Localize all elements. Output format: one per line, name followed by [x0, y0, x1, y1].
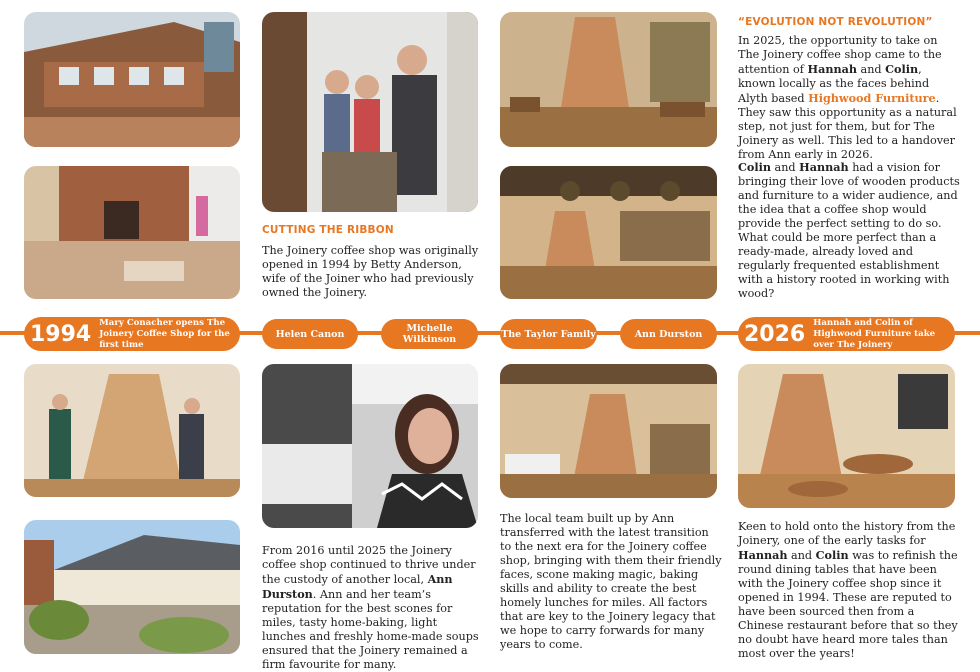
timeline-start-year: 1994: [30, 321, 92, 347]
name-colin: Colin: [738, 160, 771, 174]
text-ann-durston: [262, 544, 484, 672]
photo-couple-fireplace: [24, 364, 240, 497]
timeline-start: [24, 317, 240, 351]
timeline-owner-helen-canon: Helen Canon: [262, 319, 358, 349]
photo-fireplace-construction: [24, 166, 240, 299]
timeline-end-year: 2026: [744, 321, 806, 347]
photo-cafe-hanging-flowers: [500, 166, 717, 299]
text-fragment: and: [787, 549, 816, 562]
text-fragment: and: [856, 63, 886, 76]
name-colin: Colin: [885, 62, 919, 76]
name-colin: Colin: [815, 548, 849, 562]
name-ann-durston: Ann Durston: [262, 572, 453, 601]
text-fragment: . They saw this opportunity as a natural step, not just for them, but for The Joinery as well. This led to a handover from Ann early in 2026.: [738, 92, 957, 161]
name-hannah: Hannah: [738, 548, 788, 562]
text-local-team: The local team built up by Ann transferred with the latest transition to the next era for the Joinery coffee shop, bringing with them their friendly faces, scone making magic, baking skills and ability to create the best homely lunches for miles. All factors that are key to the Joinery legacy that we hope to carry forwards for many years to come.: [500, 512, 722, 651]
timeline-owner-michelle-wilkinson: Michelle Wilkinson: [381, 319, 478, 349]
text-round-tables: [738, 520, 960, 661]
text-fragment: , known locally as the faces behind Alyth based: [738, 63, 930, 105]
name-colin: Colin: [875, 317, 901, 328]
name-hannah: Hannah: [813, 317, 852, 328]
photo-round-tables: [738, 364, 955, 508]
text-fragment: . Ann and her team’s reputation for the best scones for miles, tasty home-baking, light lunches and freshly home-made soups ensured that the Joinery remained a firm favourite for many.: [262, 588, 479, 671]
text-fragment: had a vision for bringing their love of wooden products and furniture to a wider audience, and the idea that a coffee shop would provide the perfect setting to do so. What could be more perfect than a ready-made, already loved and regularly frequented establishment with a history rooted in working with wood?: [738, 161, 960, 300]
text-fragment: Keen to hold onto the history from the Joinery, one of the early tasks for: [738, 520, 956, 547]
text-fragment: and: [851, 317, 876, 328]
photo-cafe-interior-chimney: [500, 12, 717, 147]
heading-cutting-ribbon: CUTTING THE RIBBON: [262, 224, 394, 236]
text-cutting-ribbon: The Joinery coffee shop was originally opened in 1994 by Betty Anderson, wife of the Joiner who had previously owned the Joinery.: [262, 244, 479, 299]
text-fragment: was to refinish the round dining tables that have been with the Joinery coffee shop since it opened in 1994. These are reputed to have been sourced then from a Chinese restaurant before that so they no doubt have heard more tales than most over the years!: [738, 549, 958, 660]
photo-busy-cafe: [500, 364, 717, 498]
photo-ribbon-cutting: [262, 12, 478, 212]
text-fragment: From 2016 until 2025 the Joinery coffee shop continued to thrive under the custody of another local,: [262, 544, 476, 586]
timeline-start-desc: Mary Conacher opens The Joinery Coffee Shop for the first time: [99, 317, 230, 350]
timeline-owner-taylor-family: The Taylor Family: [500, 319, 597, 349]
text-fragment: of Highwood Furniture take over The Joinery: [813, 317, 936, 350]
text-fragment: In 2025, the opportunity to take on The Joinery coffee shop came to the attention of: [738, 34, 942, 76]
timeline-end: [738, 317, 955, 351]
brand-highwood-furniture: Highwood Furniture: [808, 91, 936, 105]
text-evolution-p2: [738, 160, 960, 301]
text-evolution-p1: [738, 34, 960, 162]
photo-exterior-garden: [24, 520, 240, 654]
photo-ann-coffee-machine: [262, 364, 478, 528]
text-fragment: and: [771, 161, 800, 174]
timeline-owner-ann-durston: Ann Durston: [620, 319, 717, 349]
name-hannah: Hannah: [799, 160, 849, 174]
timeline-end-desc: [813, 318, 949, 351]
name-hannah: Hannah: [807, 62, 857, 76]
photo-brick-outbuilding: [24, 12, 240, 147]
heading-evolution: “EVOLUTION NOT REVOLUTION”: [738, 16, 933, 28]
